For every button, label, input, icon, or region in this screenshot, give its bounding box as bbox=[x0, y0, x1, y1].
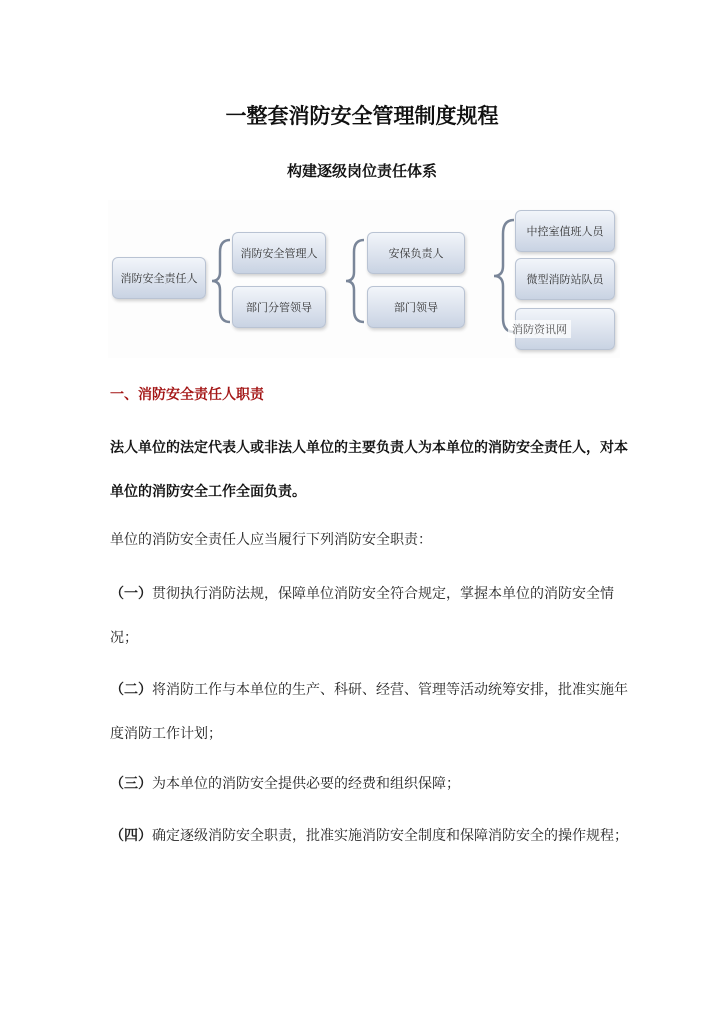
brace-icon bbox=[210, 238, 232, 324]
list-item bbox=[110, 762, 630, 806]
page-title: 一整套消防安全管理制度规程 bbox=[225, 104, 499, 128]
item-text: 确定逐级消防安全职责，批准实施消防安全制度和保障消防安全的操作规程； bbox=[152, 828, 628, 844]
section-heading: 一、消防安全责任人职责 bbox=[110, 387, 264, 403]
item-marker: （二） bbox=[110, 682, 152, 698]
item-marker: （三） bbox=[110, 776, 152, 792]
brace-icon bbox=[492, 218, 516, 334]
diagram-node-dept-head: 部门领导 bbox=[367, 286, 465, 328]
list-item bbox=[110, 572, 630, 660]
item-marker: （四） bbox=[110, 828, 152, 844]
diagram-node-security-head: 安保负责人 bbox=[367, 232, 465, 274]
item-marker: （一） bbox=[110, 586, 152, 602]
bold-paragraph: 法人单位的法定代表人或非法人单位的主要负责人为本单位的消防安全责任人，对本单位的消防安全工作全面负责。 bbox=[110, 440, 628, 500]
diagram-node-safety-manager: 消防安全管理人 bbox=[232, 232, 326, 274]
item-text: 为本单位的消防安全提供必要的经费和组织保障； bbox=[152, 776, 460, 792]
watermark: 消防资讯网 bbox=[508, 320, 571, 338]
diagram-node-control-room: 中控室值班人员 bbox=[515, 210, 615, 252]
responsibility-diagram bbox=[108, 200, 620, 358]
brace-icon bbox=[344, 238, 366, 324]
intro-paragraph: 单位的消防安全责任人应当履行下列消防安全职责： bbox=[110, 532, 432, 548]
list-item bbox=[110, 814, 630, 858]
diagram-node-root: 消防安全责任人 bbox=[112, 257, 206, 299]
item-text: 将消防工作与本单位的生产、科研、经营、管理等活动统筹安排，批准实施年度消防工作计划； bbox=[110, 682, 628, 742]
page-subtitle: 构建逐级岗位责任体系 bbox=[286, 162, 437, 180]
diagram-node-fire-station: 微型消防站队员 bbox=[515, 258, 615, 300]
item-text: 贯彻执行消防法规，保障单位消防安全符合规定，掌握本单位的消防安全情况； bbox=[110, 586, 614, 646]
list-item bbox=[110, 668, 630, 756]
diagram-node-dept-leader: 部门分管领导 bbox=[232, 286, 326, 328]
